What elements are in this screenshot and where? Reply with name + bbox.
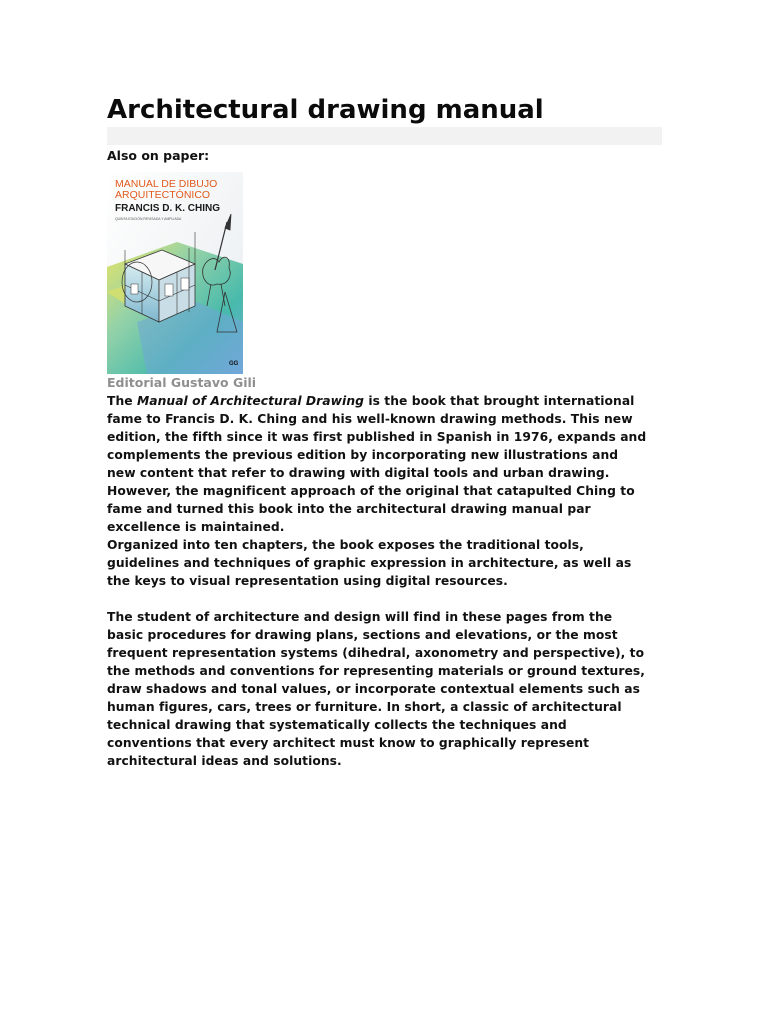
- cover-edition: QUINTA EDICIÓN REVISADA Y AMPLIADA: [115, 217, 182, 221]
- book-description: [107, 392, 663, 770]
- paragraph-line: guidelines and techniques of graphic expression in architecture, as well as: [107, 556, 632, 570]
- paragraph-line: complements the previous edition by incorporating new illustrations and: [107, 448, 619, 462]
- paragraph-line: The Manual of Architectural Drawing is the book that brought international: [107, 394, 635, 408]
- paragraph-line: architectural ideas and solutions.: [107, 754, 342, 768]
- paragraph-line: However, the magnificent approach of the original that catapulted Ching to: [107, 484, 635, 498]
- book-title-emphasis: Manual of Architectural Drawing: [136, 394, 364, 408]
- publisher-name: Editorial Gustavo Gili: [107, 375, 257, 390]
- paragraph-line: The student of architecture and design will find in these pages from the: [107, 610, 613, 624]
- cover-publisher-mark: GG: [229, 361, 239, 367]
- paragraph-line: edition, the fifth since it was first published in Spanish in 1976, expands and: [107, 430, 647, 444]
- also-on-paper-label: Also on paper:: [107, 148, 210, 163]
- paragraph-line: basic procedures for drawing plans, sections and elevations, or the most: [107, 628, 618, 642]
- paragraph-line: the keys to visual representation using digital resources.: [107, 574, 508, 588]
- paragraph-line: conventions that every architect must know to graphically represent: [107, 736, 590, 750]
- page-title: Architectural drawing manual: [107, 95, 544, 125]
- paragraph-line: Organized into ten chapters, the book exposes the traditional tools,: [107, 538, 584, 552]
- paragraph-line: the methods and conventions for representing materials or ground textures,: [107, 664, 645, 678]
- paragraph-line: fame to Francis D. K. Ching and his well-known drawing methods. This new: [107, 412, 633, 426]
- cover-title-line2: ARQUITECTÓNICO: [115, 189, 211, 201]
- paragraph-student: [107, 608, 663, 770]
- paragraph-line: human figures, cars, trees or furniture. In short, a classic of architectural: [107, 700, 622, 714]
- paragraph-chapters: [107, 536, 663, 590]
- cover-title-line1: MANUAL DE DIBUJO: [115, 178, 218, 190]
- cover-author: FRANCIS D. K. CHING: [115, 203, 220, 214]
- paragraph-line: draw shadows and tonal values, or incorporate contextual elements such as: [107, 682, 640, 696]
- paragraph-line: fame and turned this book into the architectural drawing manual par: [107, 502, 591, 516]
- paragraph-intro: [107, 392, 663, 536]
- title-underline-bar: [107, 127, 662, 145]
- paragraph-line: frequent representation systems (dihedral, axonometry and perspective), to: [107, 646, 645, 660]
- paragraph-line: excellence is maintained.: [107, 520, 285, 534]
- book-cover[interactable]: [107, 172, 243, 374]
- paragraph-line: new content that refer to drawing with digital tools and urban drawing.: [107, 466, 610, 480]
- paragraph-line: technical drawing that systematically collects the techniques and: [107, 718, 567, 732]
